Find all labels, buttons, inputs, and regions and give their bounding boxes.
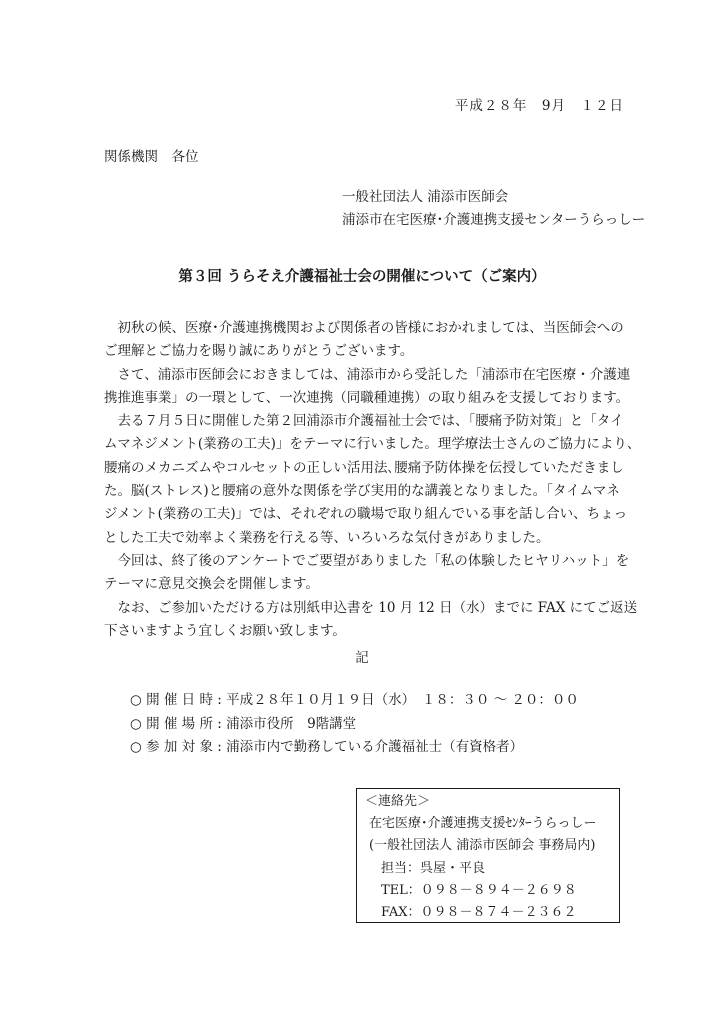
body-line: 今回は、終了後のアンケートでご要望がありました「私の体験したヒヤリハット」を [104, 552, 630, 569]
contact-org-sub: (一般社団法人 浦添市医師会 事務局内) [369, 838, 596, 854]
contact-heading: ＜連絡先＞ [365, 794, 431, 809]
body-line: さて、浦添市医師会におきましては、浦添市から受託した「浦添市在宅医療・介護連 [104, 366, 631, 383]
contact-tel: TEL：０９８－８９４－２６９８ [381, 882, 577, 898]
body-line: テーマに意見交換会を開催します。 [104, 576, 319, 593]
body-line: 下さいますよう宜しくお願い致します。 [104, 622, 346, 639]
event-venue: ○ 開 催 場 所 : 浦添市役所 9階講堂 [130, 715, 357, 732]
sender-organization: 一般社団法人 浦添市医師会 [342, 189, 509, 205]
body-line: 携推進事業」の一環として、一次連携（同職種連携）の取り組みを支援しております。 [104, 389, 630, 406]
contact-org: 在宅医療･介護連携支援ｾﾝﾀｰうらっしー [369, 816, 597, 832]
body-line: 去る７月５日に開催した第２回浦添市介護福祉士会では、「腰痛予防対策」と「タイ [104, 413, 624, 430]
body-line: ジメント(業務の工夫)」では、それぞれの職場で取り組んでいる事を話し合い、ちょっ [104, 506, 628, 523]
body-line: なお、ご参加いただける方は別紙申込書を 10 月 12 日（水）までに FAX にてご返送 [104, 599, 638, 616]
event-audience: ○ 参 加 対 象 : 浦添市内で勤務している介護福祉士（有資格者） [130, 739, 524, 755]
body-line: ムマネジメント(業務の工夫)」をテーマに行いました。理学療法士さんのご協力により、 [104, 436, 641, 453]
contact-fax: FAX：０９８－８７４－２３６２ [381, 905, 577, 921]
body-line: ご理解とご協力を賜り誠にありがとうございます。 [104, 343, 414, 360]
body-line: 初秋の候、医療･介護連携機関および関係者の皆様におかれましては、当医師会への [104, 320, 624, 336]
document-title: 第３回 うらそえ介護福祉士会の開催について（ご案内） [178, 269, 546, 285]
contact-box [356, 788, 620, 923]
sender-center: 浦添市在宅医療･介護連携支援センターうらっしー [342, 212, 646, 228]
document-date: 平成２８年 9月 １２日 [454, 98, 624, 114]
body-line: た。脳(ストレス)と腰痛の意外な関係を学び実用的な講義となりました。「タイムマネ [104, 483, 620, 500]
letter-body [104, 317, 641, 643]
contact-person: 担当：呉屋・平良 [381, 860, 486, 876]
body-line: とした工夫で効率よく業務を行える等、いろいろな気付きがありました。 [104, 529, 550, 546]
ki-heading: 記 [355, 650, 369, 666]
recipient-line: 関係機関 各位 [104, 149, 199, 165]
body-line: 腰痛のメカニズムやコルセットの正しい活用法､腰痛予防体操を伝授していただきまし [104, 459, 624, 476]
event-details [130, 689, 579, 760]
event-datetime: ○ 開 催 日 時 : 平成２８年１０月１９日（水） １８：３０ ～ ２０：００ [130, 692, 579, 708]
